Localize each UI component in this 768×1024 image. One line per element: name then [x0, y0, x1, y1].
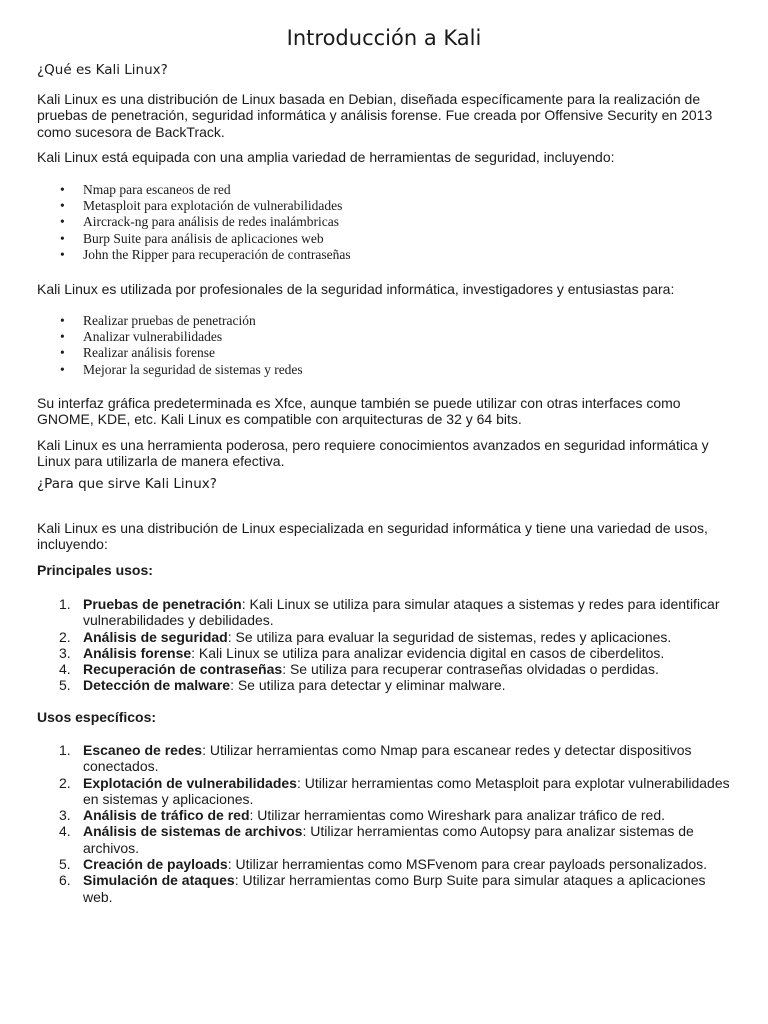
section-heading-what-is: ¿Qué es Kali Linux? — [37, 62, 168, 78]
list-item: 2. Explotación de vulnerabilidades: Utilizar herramientas como Metasploit para explotar vulnerabilidades en sistemas y aplicaciones. — [59, 774, 730, 807]
paragraph-users-intro: Kali Linux es utilizada por profesionales de la seguridad informática, investigadores y entusiastas para: — [37, 281, 675, 297]
main-uses-label: Principales usos: — [37, 562, 153, 578]
paragraph-intro: Kali Linux es una distribución de Linux basada en Debian, diseñada específicamente para la realización de pruebas de penetración, seguridad informática y análisis forense. Fue creada por Offensive Security en 2013 como sucesora de BackTrack. — [37, 91, 713, 140]
list-item: • Realizar pruebas de penetración — [60, 313, 256, 328]
bullet-icon: • — [60, 329, 65, 345]
list-item: 5. Creación de payloads: Utilizar herramientas como MSFvenom para crear payloads personalizados. — [59, 856, 708, 873]
list-item: 3. Análisis forense: Kali Linux se utiliza para analizar evidencia digital en casos de ciberdelitos. — [59, 644, 665, 661]
list-item: • Aircrack-ng para análisis de redes inalámbricas — [60, 214, 340, 230]
list-item: • Burp Suite para análisis de aplicaciones web — [60, 230, 324, 246]
uses-list — [37, 313, 303, 378]
list-item: • Analizar vulnerabilidades — [60, 329, 223, 345]
main-uses-list — [37, 596, 737, 694]
list-item: 2. Análisis de seguridad: Se utiliza para evaluar la seguridad de sistemas, redes y aplicaciones. — [59, 628, 672, 645]
bullet-icon: • — [60, 230, 65, 246]
paragraph-purpose-intro: Kali Linux es una distribución de Linux especializada en seguridad informática y tiene una variedad de usos, incluyendo: — [37, 520, 708, 553]
list-item: 4. Recuperación de contraseñas: Se utiliza para recuperar contraseñas olvidadas o perdidas. — [59, 661, 659, 678]
list-item: 1. Pruebas de penetración: Kali Linux se utiliza para simular ataques a sistemas y redes para identificar vulnerabilidades y debilidades. — [59, 596, 720, 629]
specific-uses-list — [37, 742, 737, 905]
paragraph-powerful-tool: Kali Linux es una herramienta poderosa, pero requiere conocimientos avanzados en seguridad informática y Linux para utilizarla de manera efectiva. — [37, 437, 709, 470]
list-item: • John the Ripper para recuperación de contraseñas — [60, 246, 351, 262]
list-item: • Realizar análisis forense — [60, 345, 215, 361]
bullet-icon: • — [60, 198, 65, 214]
bullet-icon: • — [60, 182, 65, 197]
list-item: • Nmap para escaneos de red — [60, 182, 231, 197]
paragraph-tools-intro: Kali Linux está equipada con una amplia variedad de herramientas de seguridad, incluyendo: — [37, 149, 615, 165]
bullet-icon: • — [60, 313, 65, 328]
document-title: Introducción a Kali — [286, 26, 482, 50]
bullet-icon: • — [60, 345, 65, 361]
list-item: 6. Simulación de ataques: Utilizar herramientas como Burp Suite para simular ataques a aplicaciones web. — [59, 872, 706, 905]
bullet-icon: • — [60, 214, 65, 230]
tools-list — [37, 182, 351, 263]
list-item: • Metasploit para explotación de vulnerabilidades — [60, 198, 343, 214]
list-item: 5. Detección de malware: Se utiliza para detectar y eliminar malware. — [59, 677, 506, 694]
specific-uses-label: Usos específicos: — [37, 709, 157, 725]
list-item: 4. Análisis de sistemas de archivos: Utilizar herramientas como Autopsy para analizar sistemas de archivos. — [59, 823, 694, 856]
section-heading-purpose: ¿Para que sirve Kali Linux? — [37, 476, 217, 492]
bullet-icon: • — [60, 246, 65, 262]
list-item: 3. Análisis de tráfico de red: Utilizar herramientas como Wireshark para analizar tráfico de red. — [59, 807, 665, 824]
paragraph-interface: Su interfaz gráfica predeterminada es Xfce, aunque también se puede utilizar con otras interfaces como GNOME, KDE, etc. Kali Linux es compatible con arquitecturas de 32 y 64 bits. — [37, 395, 681, 428]
list-item: • Mejorar la seguridad de sistemas y redes — [60, 361, 303, 377]
list-item: 1. Escaneo de redes: Utilizar herramientas como Nmap para escanear redes y detectar dispositivos conectados. — [59, 742, 692, 775]
bullet-icon: • — [60, 361, 65, 377]
